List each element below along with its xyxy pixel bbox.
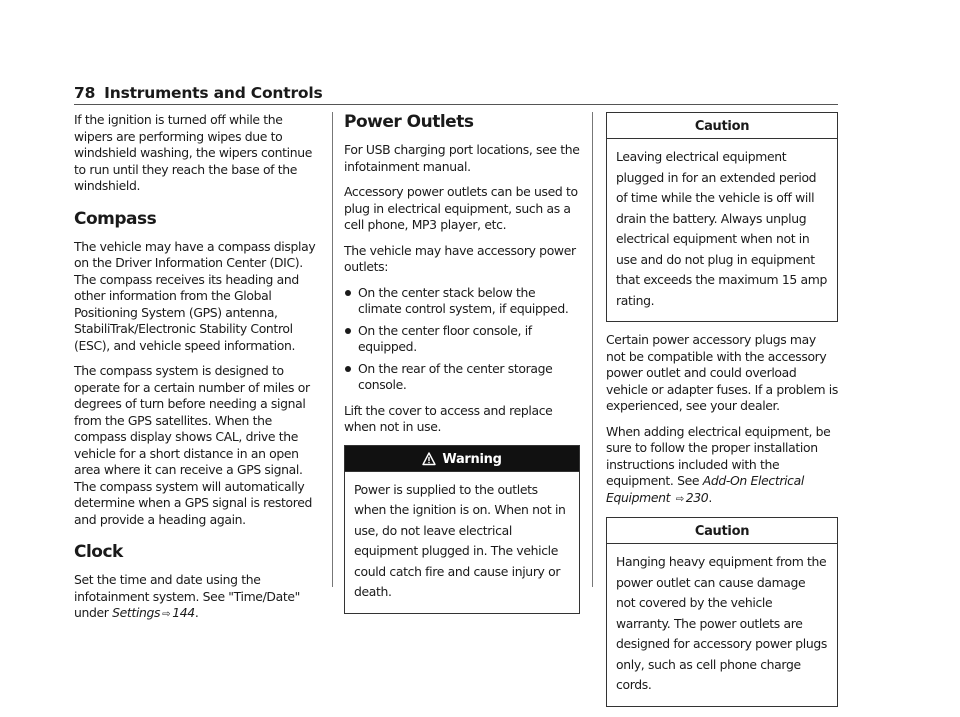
list-item: On the rear of the center storage console. [344, 361, 580, 394]
accessory-paragraph: Accessory power outlets can be used to plug in electrical equipment, such as a cell phone, MP3 player, etc. [344, 184, 578, 232]
column-divider-1 [332, 112, 333, 587]
compass-heading: Compass [74, 208, 157, 229]
bullet-icon [345, 366, 351, 372]
warning-text: Power is supplied to the outlets when the ignition is on. When not in use, do not leave electrical equipment plugged in. The vehicle could catch fire and cause injury or death. [354, 481, 566, 599]
page-number: 78 [74, 84, 96, 102]
warning-icon [422, 452, 436, 466]
usb-paragraph: For USB charging port locations, see the infotainment manual. [344, 142, 580, 174]
add-on-page-link[interactable]: 230 [685, 489, 709, 505]
column-2 [344, 112, 580, 624]
clock-heading: Clock [74, 542, 123, 562]
header-rule [74, 104, 838, 105]
warning-box [344, 445, 580, 614]
installation-paragraph: When adding electrical equipment, be sure to follow the proper installation instructions included with the equipment. See Add-On Electrical Equipment ⇨ 230. [606, 423, 831, 505]
caution-box-1 [606, 112, 838, 322]
wiper-paragraph: If the ignition is turned off while the wipers are performing wipes due to windshield washing, the wipers continue to run until they reach the base of the windshield. [74, 112, 313, 193]
bullet-icon [345, 328, 351, 334]
list-item: On the center floor console, if equipped. [344, 323, 580, 356]
clock-end: . [194, 605, 199, 620]
outlet-location-list [344, 285, 580, 394]
column-3 [606, 112, 838, 717]
compass-paragraph-1: The vehicle may have a compass display on the Driver Information Center (DIC). The compass receives its heading and other information from the Global Positioning System (GPS) antenna, StabiliTrak/Electronic Stability Control (ESC), and vehicle speed information. [74, 238, 316, 353]
caution-text-1: Leaving electrical equipment plugged in for an extended period of time while the vehicle is off will drain the battery. Always unplug electrical equipment when not in use and do not plug in equipment that exceeds the maximum 15 amp rating. [616, 149, 827, 308]
caution-title-2: Caution [607, 518, 837, 544]
caution-text-2: Hanging heavy equipment from the power outlet can cause damage not covered by the vehicle warranty. The power outlets are designed for accessory power plugs only, such as cell phone charge cords. [616, 554, 828, 692]
page-ref-arrow-icon: ⇨ [162, 609, 171, 620]
list-item: On the center stack below the climate control system, if equipped. [344, 285, 580, 318]
caution-title-1: Caution [607, 113, 837, 139]
page-ref-arrow-icon: ⇨ [675, 493, 684, 505]
outlets-intro-paragraph: The vehicle may have accessory power outlets: [344, 242, 576, 274]
clock-paragraph [74, 572, 324, 624]
page-header [74, 84, 323, 102]
warning-title: Warning [345, 446, 579, 472]
column-1 [74, 112, 324, 633]
add-on-equipment-link[interactable]: Add-On Electrical Equipment [606, 473, 804, 505]
compatibility-paragraph: Certain power accessory plugs may not be compatible with the accessory power outlet and could overload vehicle or adapter fuses. If a problem is experienced, see your dealer. [606, 332, 838, 413]
column-divider-2 [592, 112, 593, 587]
settings-link[interactable]: Settings [112, 605, 161, 620]
bullet-icon [345, 290, 351, 296]
section-title: Instruments and Controls [104, 84, 323, 102]
cover-paragraph: Lift the cover to access and replace when not in use. [344, 402, 553, 434]
settings-page-link[interactable]: 144 [172, 605, 195, 620]
power-outlets-heading: Power Outlets [344, 112, 474, 132]
clock-text: Set the time and date using the infotainment system. See "Time/Date" under [74, 572, 300, 620]
compass-paragraph-2: The compass system is designed to operate for a certain number of miles or degrees of turn before needing a signal from the GPS satellites. When the compass display shows CAL, drive the vehicle for a short distance in an open area where it can receive a GPS signal. The compass system will automatically determine when a GPS signal is restored and provide a heading again. [74, 363, 313, 527]
caution-box-2 [606, 517, 838, 707]
